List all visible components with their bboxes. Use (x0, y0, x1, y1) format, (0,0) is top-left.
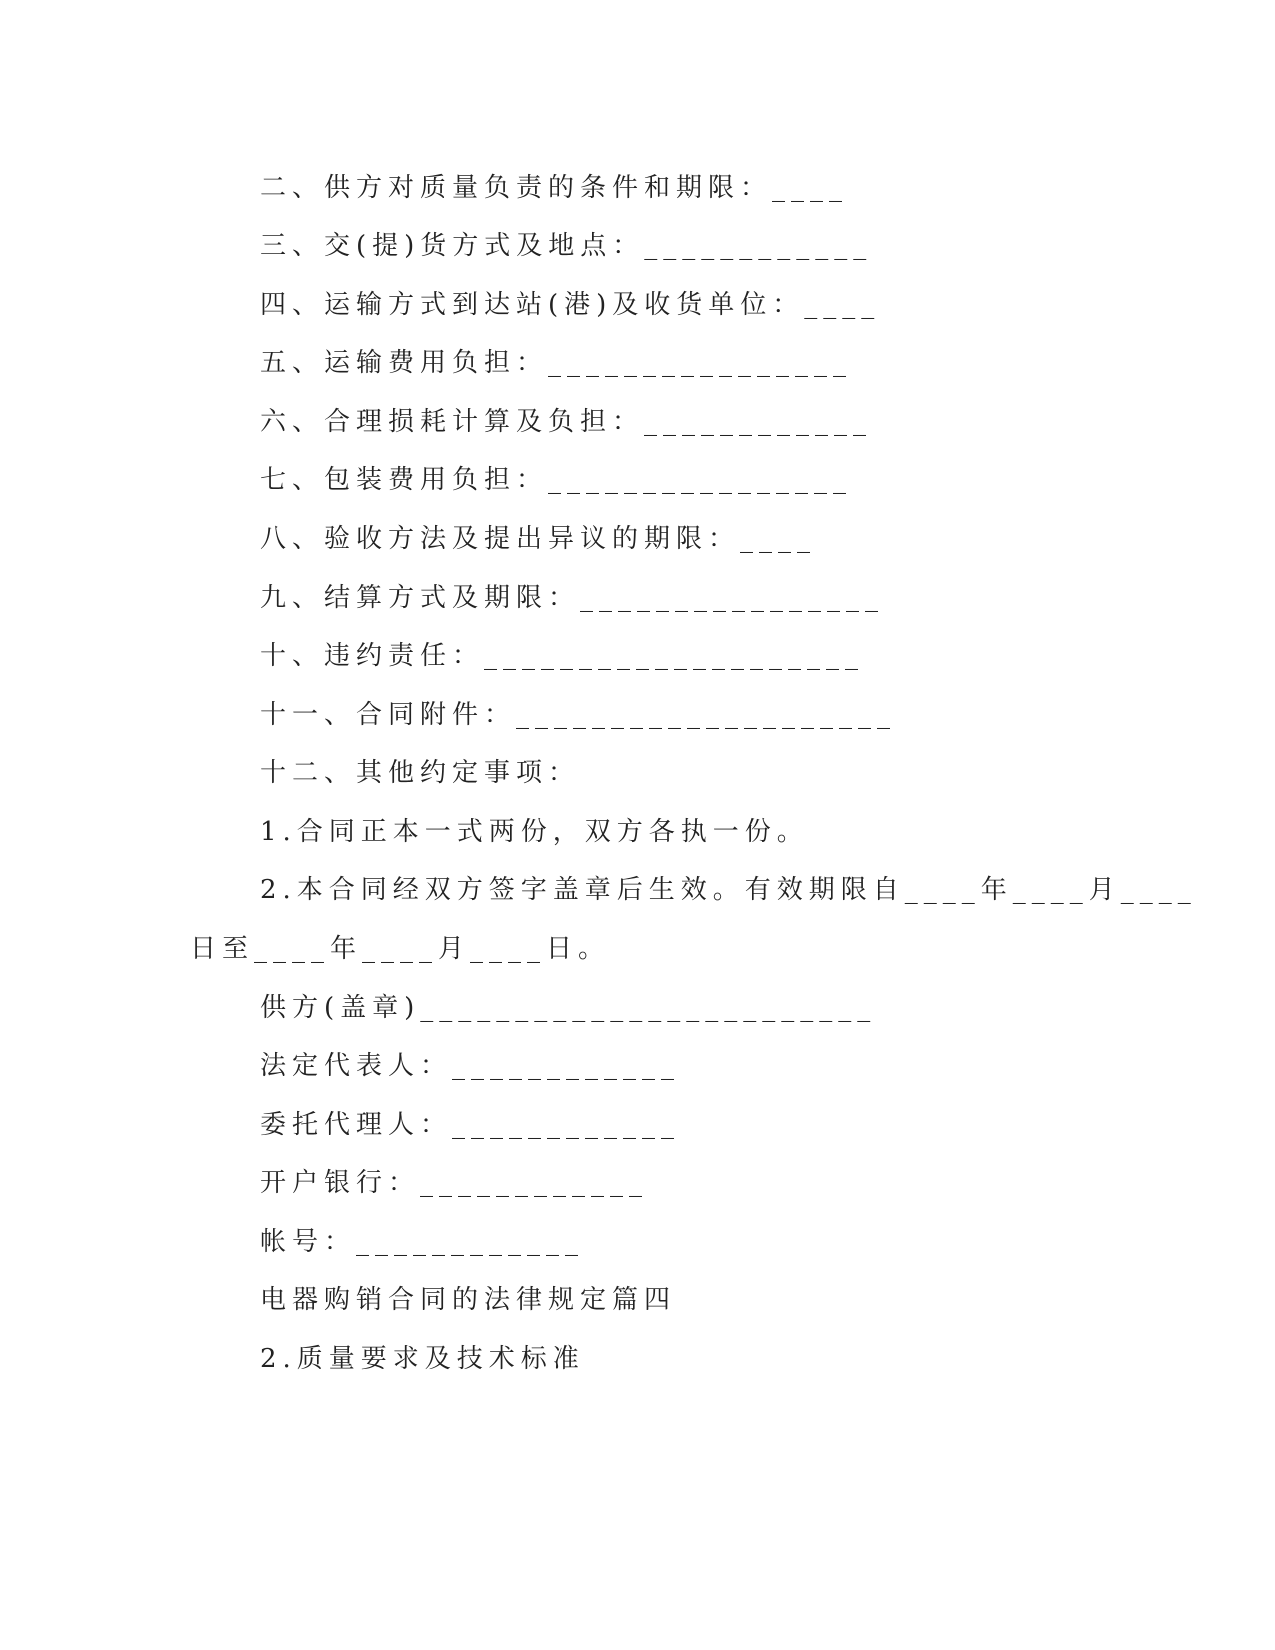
clause-6-loss-calculation: 六、合理损耗计算及负担：____________ (260, 407, 873, 437)
account-number: 帐号：____________ (260, 1227, 585, 1257)
clause-12-other-terms: 十二、其他约定事项： (260, 758, 581, 788)
clause-8-acceptance-method: 八、验收方法及提出异议的期限：____ (260, 524, 817, 554)
bank: 开户银行：____________ (260, 1168, 649, 1198)
authorized-agent: 委托代理人：____________ (260, 1110, 681, 1140)
clause-5-transport-cost: 五、运输费用负担：________________ (260, 348, 853, 378)
clause-3-delivery-method: 三、交(提)货方式及地点：____________ (260, 231, 873, 261)
quality-requirements: 2.质量要求及技术标准 (260, 1344, 585, 1374)
clause-10-liability: 十、违约责任：____________________ (260, 641, 865, 671)
clause-4-transport-method: 四、运输方式到达站(港)及收货单位：____ (260, 290, 881, 320)
legal-representative: 法定代表人：____________ (260, 1051, 681, 1081)
term-1-copies: 1.合同正本一式两份，双方各执一份。 (260, 817, 809, 847)
term-2-validity: 2.本合同经双方签字盖章后生效。有效期限自____年____月____ (260, 875, 1197, 905)
section-heading: 电器购销合同的法律规定篇四 (260, 1285, 677, 1315)
clause-11-attachments: 十一、合同附件：____________________ (260, 700, 897, 730)
clause-7-packaging-cost: 七、包装费用负担：________________ (260, 465, 853, 495)
term-2-validity-continued: 日至____年____月____日。 (190, 934, 611, 964)
clause-2-quality-responsibility: 二、供方对质量负责的条件和期限：____ (260, 173, 849, 203)
supplier-seal: 供方(盖章)________________________ (260, 993, 877, 1023)
clause-9-settlement: 九、结算方式及期限：________________ (260, 583, 885, 613)
